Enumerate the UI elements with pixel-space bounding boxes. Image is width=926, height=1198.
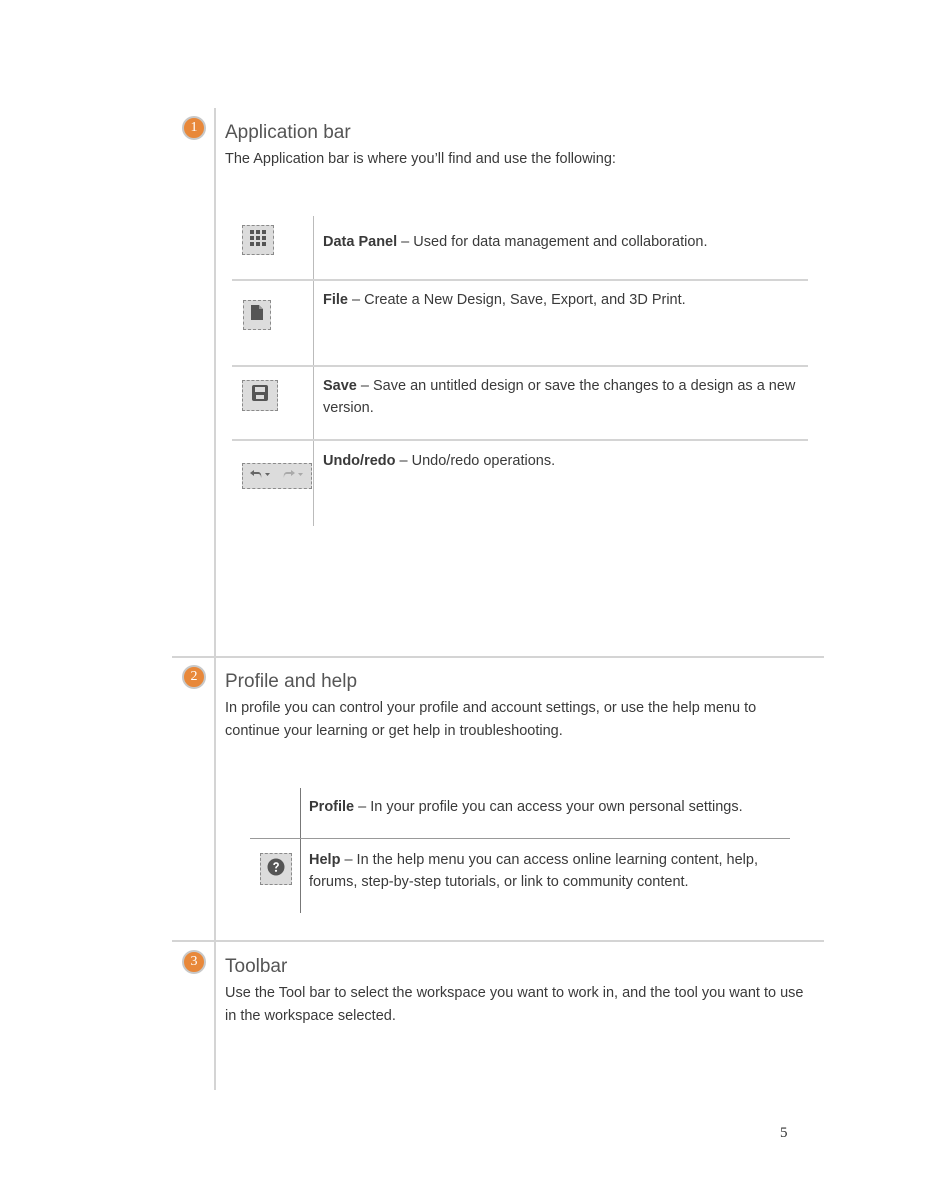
help-icon <box>267 858 285 881</box>
section-description-application-bar: The Application bar is where you’ll find and use the following: <box>225 151 616 167</box>
row-save <box>323 375 808 419</box>
file-icon <box>251 305 263 325</box>
left-rule <box>214 108 216 1090</box>
table2-row-divider <box>250 838 790 839</box>
section-number-badge-2: 2 <box>182 665 206 689</box>
grid-icon <box>250 230 266 251</box>
section-number-badge-3: 3 <box>182 950 206 974</box>
undo-icon <box>249 467 271 485</box>
term-file: File <box>323 292 348 308</box>
term-data-panel: Data Panel <box>323 234 398 250</box>
term-separator: – <box>395 453 412 469</box>
save-button[interactable] <box>242 380 278 411</box>
term-separator: – <box>397 234 414 250</box>
description-file: Create a New Design, Save, Export, and 3D Print. <box>364 292 686 308</box>
save-icon <box>252 385 268 406</box>
help-button[interactable] <box>260 853 292 885</box>
page-number: 5 <box>780 1125 788 1141</box>
table1-row-divider <box>232 439 808 441</box>
row-undo-redo <box>323 450 803 472</box>
section-divider <box>172 656 824 658</box>
section-description-profile-and-help: In profile you can control your profile and account settings, or use the help menu to continue your learning or get help in troubleshooting. <box>225 700 757 739</box>
row-profile <box>309 796 789 818</box>
description-data-panel: Used for data management and collaboration. <box>413 234 708 250</box>
row-data-panel <box>323 231 803 253</box>
row-file <box>323 289 803 311</box>
table1-column-divider <box>313 216 314 526</box>
term-save: Save <box>323 378 357 394</box>
section-title-toolbar: Toolbar <box>225 956 288 977</box>
section-title-application-bar: Application bar <box>225 122 351 143</box>
file-button[interactable] <box>243 300 271 330</box>
term-undo-redo: Undo/redo <box>323 453 396 469</box>
section-divider <box>172 940 824 942</box>
table1-row-divider <box>232 279 808 281</box>
term-help: Help <box>309 852 341 868</box>
term-profile: Profile <box>309 799 355 815</box>
section-title-profile-and-help: Profile and help <box>225 671 358 692</box>
description-help: In the help menu you can access online learning content, help, forums, step-by-step tutorials, or link to community content. <box>309 852 758 890</box>
section-number-badge-1: 1 <box>182 116 206 140</box>
description-profile: In your profile you can access your own personal settings. <box>370 799 743 815</box>
table2-column-divider <box>300 788 301 913</box>
description-undo-redo: Undo/redo operations. <box>411 453 556 469</box>
row-help <box>309 849 787 893</box>
term-separator: – <box>356 378 373 394</box>
description-save: Save an untitled design or save the changes to a design as a new version. <box>323 378 796 416</box>
data-panel-button[interactable] <box>242 225 274 255</box>
table1-row-divider <box>232 365 808 367</box>
term-separator: – <box>347 292 365 308</box>
term-separator: – <box>340 852 357 868</box>
redo-icon <box>283 467 305 485</box>
section-description-toolbar: Use the Tool bar to select the workspace you want to work in, and the tool you want to use in the workspace selected. <box>225 985 804 1024</box>
term-separator: – <box>354 799 371 815</box>
undo-redo-button[interactable] <box>242 463 312 489</box>
